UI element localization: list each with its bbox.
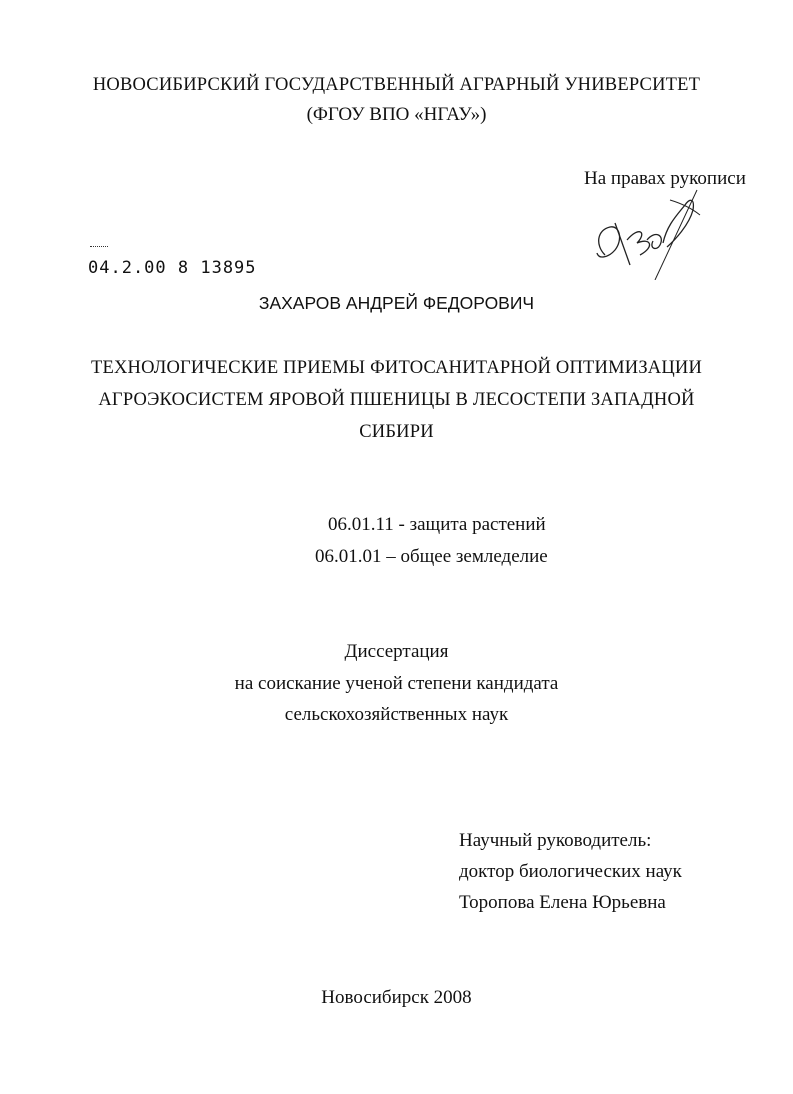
manuscript-note: На правах рукописи [584, 168, 746, 189]
author-name: ЗАХАРОВ АНДРЕЙ ФЕДОРОВИЧ [258, 293, 535, 313]
city-year: Новосибирск 2008 [321, 987, 472, 1008]
title-line-3: СИБИРИ [359, 422, 434, 442]
dissertation-field: сельскохозяйственных наук [284, 704, 509, 725]
stamp-mark [90, 246, 108, 251]
university-abbreviation: (ФГОУ ВПО «НГАУ») [306, 104, 487, 125]
university-name: НОВОСИБИРСКИЙ ГОСУДАРСТВЕННЫЙ АГРАРНЫЙ УНИВЕРСИТЕТ [92, 75, 701, 95]
supervisor-label: Научный руководитель: [459, 830, 652, 851]
dissertation-type: Диссертация [344, 641, 449, 662]
dissertation-purpose: на соискание ученой степени кандидата [234, 673, 559, 694]
title-line-2: АГРОЭКОСИСТЕМ ЯРОВОЙ ПШЕНИЦЫ В ЛЕСОСТЕПИ ЗАПАДНОЙ [98, 390, 695, 410]
specialty-1: 06.01.11 - защита растений [328, 514, 546, 535]
signature-icon [585, 185, 705, 280]
supervisor-name: Торопова Елена Юрьевна [459, 892, 666, 913]
stamp-number: 04.2.00 8 13895 [88, 258, 257, 278]
title-line-1: ТЕХНОЛОГИЧЕСКИЕ ПРИЕМЫ ФИТОСАНИТАРНОЙ ОПТИМИЗАЦИИ [90, 358, 703, 378]
specialty-2: 06.01.01 – общее земледелие [315, 546, 548, 567]
supervisor-degree: доктор биологических наук [459, 861, 682, 882]
